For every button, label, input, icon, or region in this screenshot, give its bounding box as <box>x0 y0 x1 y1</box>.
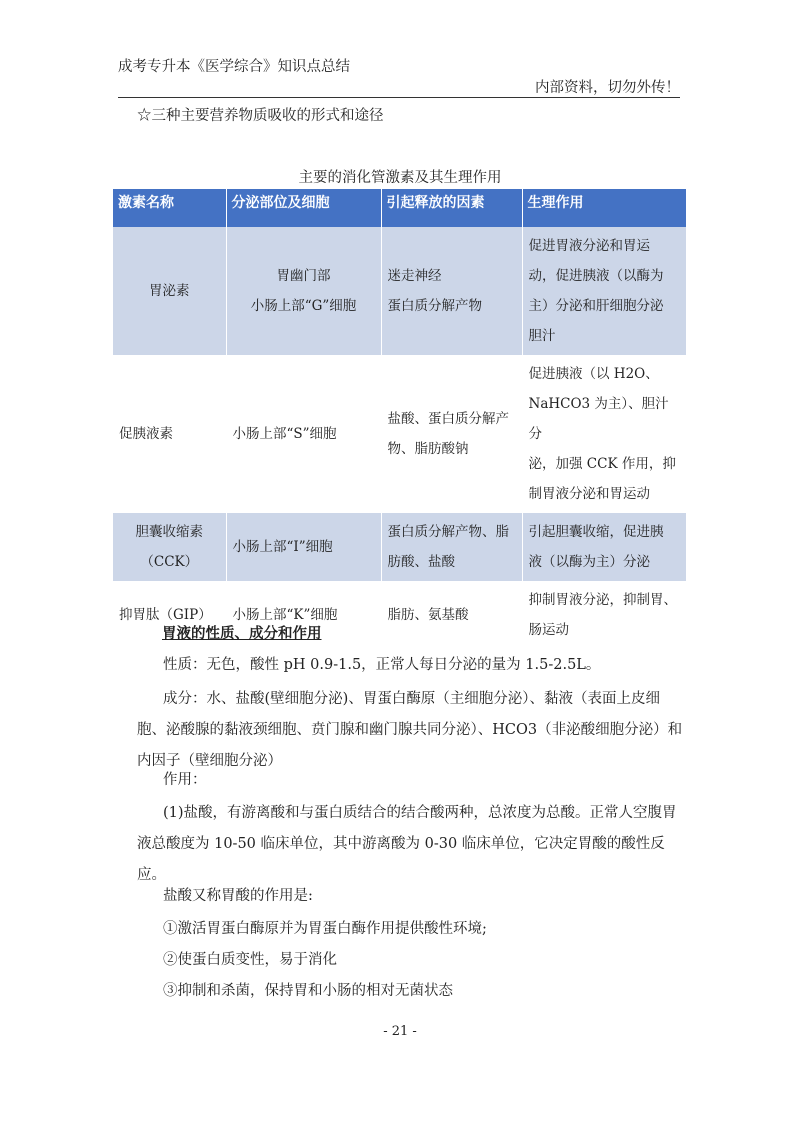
gastric-nature: 性质：无色，酸性 pH 0.9-1.5，正常人每日分泌的量为 1.5-2.5L。 <box>163 657 601 673</box>
hormone-name-cell: 胆囊收缩素 （CCK） <box>113 513 226 581</box>
column-header: 激素名称 <box>113 189 226 227</box>
acid-role-list <box>137 914 685 1007</box>
gastric-function-label: 作用： <box>163 772 207 788</box>
table-row <box>113 227 686 355</box>
table-row <box>113 513 686 581</box>
page-number: - 21 - <box>383 1024 417 1039</box>
column-header: 引起释放的因素 <box>381 189 522 227</box>
physiological-effect-cell: 促进胰液（以 H2O、 NaHCO3 为主）、胆汁分 泌，加强 CCK 作用，抑 制胃液分泌和胃运动 <box>522 355 686 513</box>
list-item: ②使蛋白质变性，易于消化 <box>163 952 337 968</box>
gastric-juice-heading: 胃液的性质、成分和作用 <box>162 625 322 642</box>
hormone-name-cell: 抑胃肽（GIP） <box>113 581 226 649</box>
list-item: ①激活胃蛋白酶原并为胃蛋白酶作用提供酸性环境; <box>163 921 487 937</box>
hormone-table <box>113 189 686 649</box>
confidential-notice: 内部资料，切勿外传！ <box>535 80 680 96</box>
release-factor-cell: 迷走神经 蛋白质分解产物 <box>381 227 522 355</box>
secretion-site-cell: 小肠上部“K”细胞 <box>226 581 381 649</box>
acid-role-intro: 盐酸又称胃酸的作用是: <box>163 888 313 904</box>
secretion-site-cell: 小肠上部“I”细胞 <box>226 513 381 581</box>
physiological-effect-cell: 促进胃液分泌和胃运 动，促进胰液（以酶为 主）分泌和肝细胞分泌 胆汁 <box>522 227 686 355</box>
column-header: 生理作用 <box>522 189 686 227</box>
gastric-composition: 成分：水、盐酸(壁细胞分泌)、胃蛋白酶原（主细胞分泌）、黏液（表面上皮细胞、泌酸腺的黏液颈细胞、贲门腺和幽门腺共同分泌）、HCO3（非泌酸细胞分泌）和内因子（壁细胞分泌） <box>137 691 683 769</box>
secretion-site-cell: 胃幽门部 小肠上部“G”细胞 <box>226 227 381 355</box>
physiological-effect-cell: 抑制胃液分泌，抑制胃、 肠运动 <box>522 581 686 649</box>
table-caption: 主要的消化管激素及其生理作用 <box>298 170 502 186</box>
column-header: 分泌部位及细胞 <box>226 189 381 227</box>
table-row <box>113 355 686 513</box>
hydrochloric-acid-paragraph: (1)盐酸，有游离酸和与蛋白质结合的结合酸两种，总浓度为总酸。正常人空腹胃液总酸度为 10-50 临床单位，其中游离酸为 0-30 临床单位，它决定胃酸的酸性反应。 <box>137 805 677 883</box>
document-title: 成考专升本《医学综合》知识点总结 <box>118 59 350 75</box>
release-factor-cell: 盐酸、蛋白质分解产 物、脂肪酸钠 <box>381 355 522 513</box>
release-factor-cell: 脂肪、氨基酸 <box>381 581 522 649</box>
header-rule <box>118 97 680 98</box>
hormone-name-cell: 促胰液素 <box>113 355 226 513</box>
hormone-name-cell: 胃泌素 <box>113 227 226 355</box>
physiological-effect-cell: 引起胆囊收缩，促进胰 液（以酶为主）分泌 <box>522 513 686 581</box>
list-item: ③抑制和杀菌，保持胃和小肠的相对无菌状态 <box>163 983 453 999</box>
table-header-row <box>113 189 686 227</box>
release-factor-cell: 蛋白质分解产物、脂 肪酸、盐酸 <box>381 513 522 581</box>
section-heading: ☆三种主要营养物质吸收的形式和途径 <box>137 108 384 124</box>
secretion-site-cell: 小肠上部“S”细胞 <box>226 355 381 513</box>
